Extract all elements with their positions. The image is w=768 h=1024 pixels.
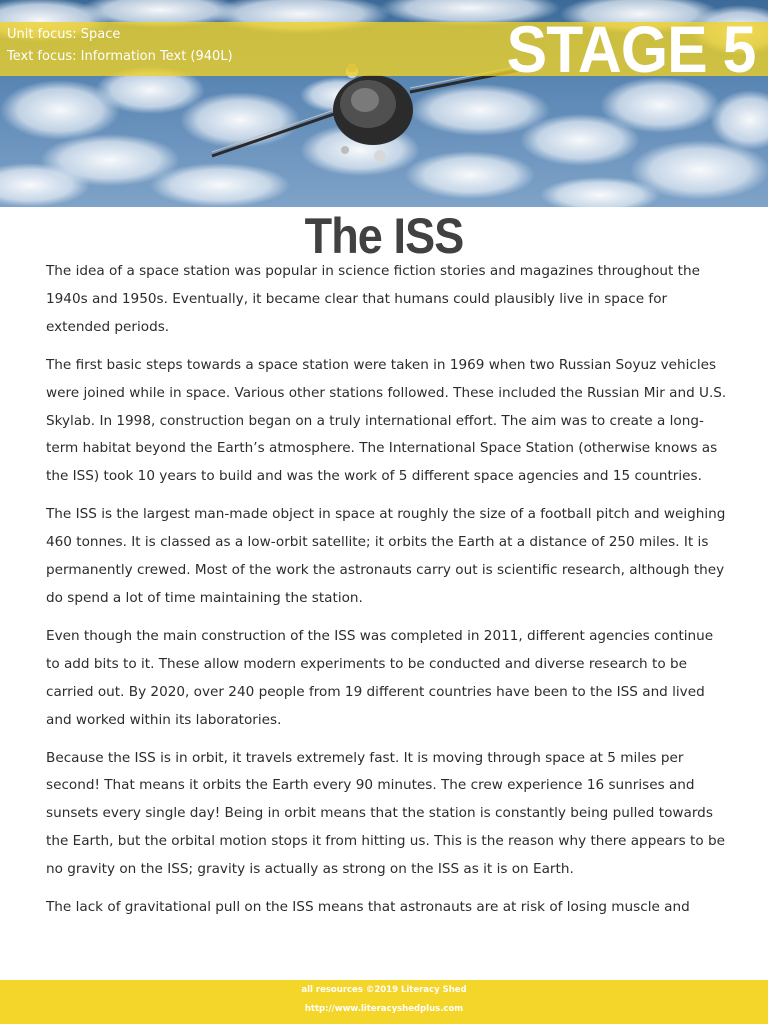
footer-url-link[interactable]: http://www.literacyshedplus.com — [304, 1004, 464, 1014]
unit-focus-label: Unit focus: Space — [7, 27, 121, 42]
paragraph: Because the ISS is in orbit, it travels extremely fast. It is moving through space at 5 miles per second! That means it orbits the Earth every 90 minutes. The crew experience 16 sunrises and sunsets every single day! Being in orbit means that the station is constantly being pulled towards the Earth, but the orbital motion stops it from hitting us. This is the reason why there appears to be no gravity on the ISS; gravity is actually as strong on the ISS as it is on Earth. — [46, 749, 725, 878]
paragraph: The lack of gravitational pull on the ISS means that astronauts are at risk of losing muscle and — [46, 899, 690, 916]
footer-copyright: all resources ©2019 Literacy Shed — [301, 985, 467, 995]
paragraph: The ISS is the largest man-made object in space at roughly the size of a football pitch and weighing 460 tonnes. It is classed as a low-orbit satellite; it orbits the Earth at a distance of 250 miles. It is permanently crewed. Most of the work the astronauts carry out is scientific research, although they do spend a lot of time maintaining the station. — [46, 506, 726, 606]
stage-label: STAGE 5 — [507, 12, 756, 86]
paragraph: The first basic steps towards a space station were taken in 1969 when two Russian Soyuz vehicles were joined while in space. Various other stations followed. These included the Russian Mir and U.S. Skylab. In 1998, construction began on a truly international effort. The aim was to create a long-term habitat beyond the Earth’s atmosphere. The International Space Station (otherwise knows as the ISS) took 10 years to build and was the work of 5 different space agencies and 15 countries. — [46, 356, 727, 485]
page-title: The ISS — [304, 208, 464, 264]
paragraph: The idea of a space station was popular in science fiction stories and magazines throughout the 1940s and 1950s. Eventually, it became clear that humans could plausibly live in space for extended periods. — [46, 263, 700, 335]
text-focus-label: Text focus: Information Text (940L) — [7, 49, 233, 64]
header-banner — [0, 0, 768, 207]
article-body — [46, 258, 728, 932]
footer — [0, 980, 768, 1024]
paragraph: Even though the main construction of the ISS was completed in 2011, different agencies continue to add bits to it. These allow modern experiments to be conducted and diverse research to be carried out. By 2020, over 240 people from 19 different countries have been to the ISS and lived and worked within its laboratories. — [46, 627, 714, 728]
